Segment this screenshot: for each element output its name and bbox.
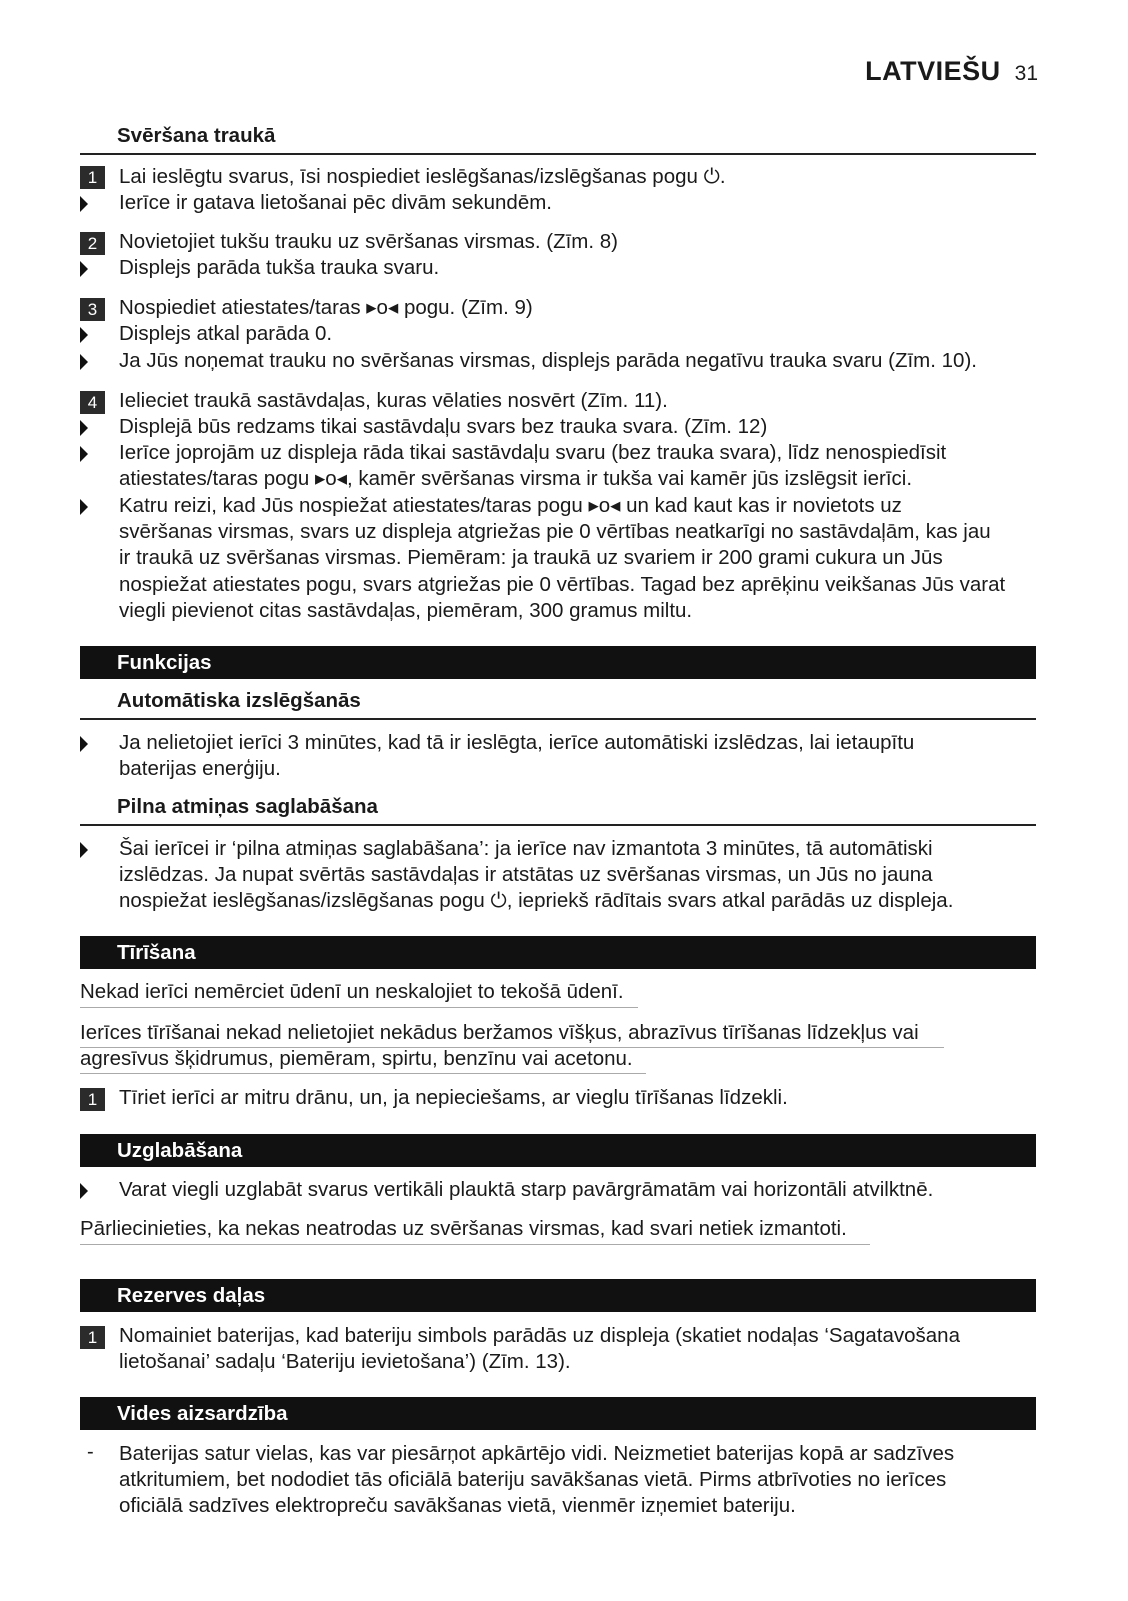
bullet-icon xyxy=(80,420,88,436)
bullet-icon xyxy=(80,327,88,343)
step-text-line: Nomainiet baterijas, kad bateriju simbols parādās uz displeja (skatiet nodaļas ‘Sagatavošana xyxy=(119,1324,960,1347)
bullet-icon xyxy=(80,842,88,858)
bullet-text-line: viegli pievienot citas sastāvdaļas, piemēram, 300 gramus miltu. xyxy=(119,599,693,622)
section-title-storage: Uzglabāšana xyxy=(80,1134,1036,1167)
bullet-text-line: nospiežat atiestates pogu, svars atgriežas pie 0 vērtības. Tagad bez aprēķinu veikšanas Jūs varat xyxy=(119,573,1006,596)
note-text: Pārliecinieties, ka nekas neatrodas uz svēršanas virsmas, kad svari netiek izmantoti. xyxy=(80,1217,847,1240)
note-underline xyxy=(80,1244,870,1245)
section-title-parts: Rezerves daļas xyxy=(80,1279,1036,1312)
language-label: LATVIEŠU xyxy=(865,56,1001,86)
bullet-text: Ja Jūs noņemat trauku no svēršanas virsmas, displejs parāda negatīvu trauka svaru (Zīm. 10). xyxy=(119,349,977,372)
bullet-text-line: Ja nelietojiet ierīci 3 minūtes, kad tā ir ieslēgta, ierīce automātiski izslēdzas, lai ietaupītu xyxy=(119,731,915,754)
bullet-text-line: atiestates/taras pogu ▸o◂, kamēr svēršanas virsma ir tukša vai kamēr jūs izslēgsit ierīci. xyxy=(119,467,913,490)
bullet-text: Displejā būs redzams tikai sastāvdaļu svars bez trauka svara. (Zīm. 12) xyxy=(119,415,768,438)
bullet-icon xyxy=(80,196,88,212)
bullet-icon xyxy=(80,261,88,277)
subsection-title-auto-off: Automātiska izslēgšanās xyxy=(80,686,1036,720)
bullet-text: Varat viegli uzglabāt svarus vertikāli plauktā starp pavārgrāmatām vai horizontāli atvilktnē. xyxy=(119,1178,934,1201)
step-number: 2 xyxy=(80,232,105,255)
bullet-icon xyxy=(80,736,88,752)
section-title-environment: Vides aizsardzība xyxy=(80,1397,1036,1430)
bullet-text: Displejs atkal parāda 0. xyxy=(119,322,333,345)
subsection-title-memory: Pilna atmiņas saglabāšana xyxy=(80,792,1036,826)
step-text: Tīriet ierīci ar mitru drānu, un, ja nepieciešams, ar vieglu tīrīšanas līdzekli. xyxy=(119,1086,788,1109)
bullet-text-line: Šai ierīcei ir ‘pilna atmiņas saglabāšana’: ja ierīce nav izmantota 3 minūtes, tā automātiski xyxy=(119,837,933,860)
bullet-text-line: nospiežat ieslēgšanas/izslēgšanas pogu ⏻, iepriekš rādītais svars atkal parādās uz displeja. xyxy=(119,889,954,912)
note-text-line: agresīvus šķidrumus, piemēram, spirtu, benzīnu vai acetonu. xyxy=(80,1047,633,1070)
dash-marker: - xyxy=(87,1441,94,1463)
bullet-icon xyxy=(80,1183,88,1199)
step-number: 4 xyxy=(80,391,105,414)
step-text: Novietojiet tukšu trauku uz svēršanas virsmas. (Zīm. 8) xyxy=(119,230,618,253)
step-text: Ielieciet traukā sastāvdaļas, kuras vēlaties nosvērt (Zīm. 11). xyxy=(119,389,668,412)
bullet-text-line: svēršanas virsmas, svars uz displeja atgriežas pie 0 vērtības neatkarīgi no sastāvdaļām, kas jau xyxy=(119,520,991,543)
step-text-line: lietošanai’ sadaļu ‘Bateriju ievietošana’) (Zīm. 13). xyxy=(119,1350,571,1373)
page-header xyxy=(865,56,1038,87)
env-text-line: atkritumiem, bet nododiet tās oficiālā bateriju savākšanas vietā. Pirms atbrīvoties no ierīces xyxy=(119,1468,947,1491)
step-number: 1 xyxy=(80,1326,105,1349)
env-text-line: Baterijas satur vielas, kas var piesārņot apkārtējo vidi. Neizmetiet baterijas kopā ar sadzīves xyxy=(119,1442,955,1465)
note-text-line: Ierīces tīrīšanai nekad nelietojiet nekādus beržamos vīšķus, abrazīvus tīrīšanas līdzekļus vai xyxy=(80,1021,919,1044)
bullet-icon xyxy=(80,499,88,515)
bullet-icon xyxy=(80,446,88,462)
bullet-text: Displejs parāda tukša trauka svaru. xyxy=(119,256,440,279)
bullet-icon xyxy=(80,354,88,370)
step-number: 1 xyxy=(80,166,105,189)
step-number: 1 xyxy=(80,1088,105,1111)
page-number: 31 xyxy=(1014,62,1038,85)
step-text: Nospiediet atiestates/taras ▸o◂ pogu. (Zīm. 9) xyxy=(119,296,533,319)
note-underline xyxy=(80,1073,646,1074)
bullet-text-line: Ierīce joprojām uz displeja rāda tikai sastāvdaļu svaru (bez trauka svara), līdz nenospiedīsit xyxy=(119,441,947,464)
step-number: 3 xyxy=(80,298,105,321)
bullet-text-line: ir traukā uz svēršanas virsmas. Piemēram: ja traukā uz svariem ir 200 grami cukura un Jūs xyxy=(119,546,943,569)
step-text: Lai ieslēgtu svarus, īsi nospiediet ieslēgšanas/izslēgšanas pogu ⏻. xyxy=(119,165,726,188)
section-title-cleaning: Tīrīšana xyxy=(80,936,1036,969)
section-title-functions: Funkcijas xyxy=(80,646,1036,679)
bullet-text: Ierīce ir gatava lietošanai pēc divām sekundēm. xyxy=(119,191,553,214)
note-text: Nekad ierīci nemērciet ūdenī un neskalojiet to tekošā ūdenī. xyxy=(80,980,624,1003)
section-title-weighing: Svēršana traukā xyxy=(80,121,1036,155)
bullet-text-line: izslēdzas. Ja nupat svērtās sastāvdaļas ir atstātas uz svēršanas virsmas, un Jūs no jauna xyxy=(119,863,933,886)
note-underline xyxy=(80,1007,638,1008)
env-text-line: oficiālā sadzīves elektropreču savākšanas vietā, vienmēr izņemiet bateriju. xyxy=(119,1494,796,1517)
bullet-text-line: baterijas enerģiju. xyxy=(119,757,281,780)
bullet-text-line: Katru reizi, kad Jūs nospiežat atiestates/taras pogu ▸o◂ un kad kaut kas ir novietots uz xyxy=(119,494,902,517)
